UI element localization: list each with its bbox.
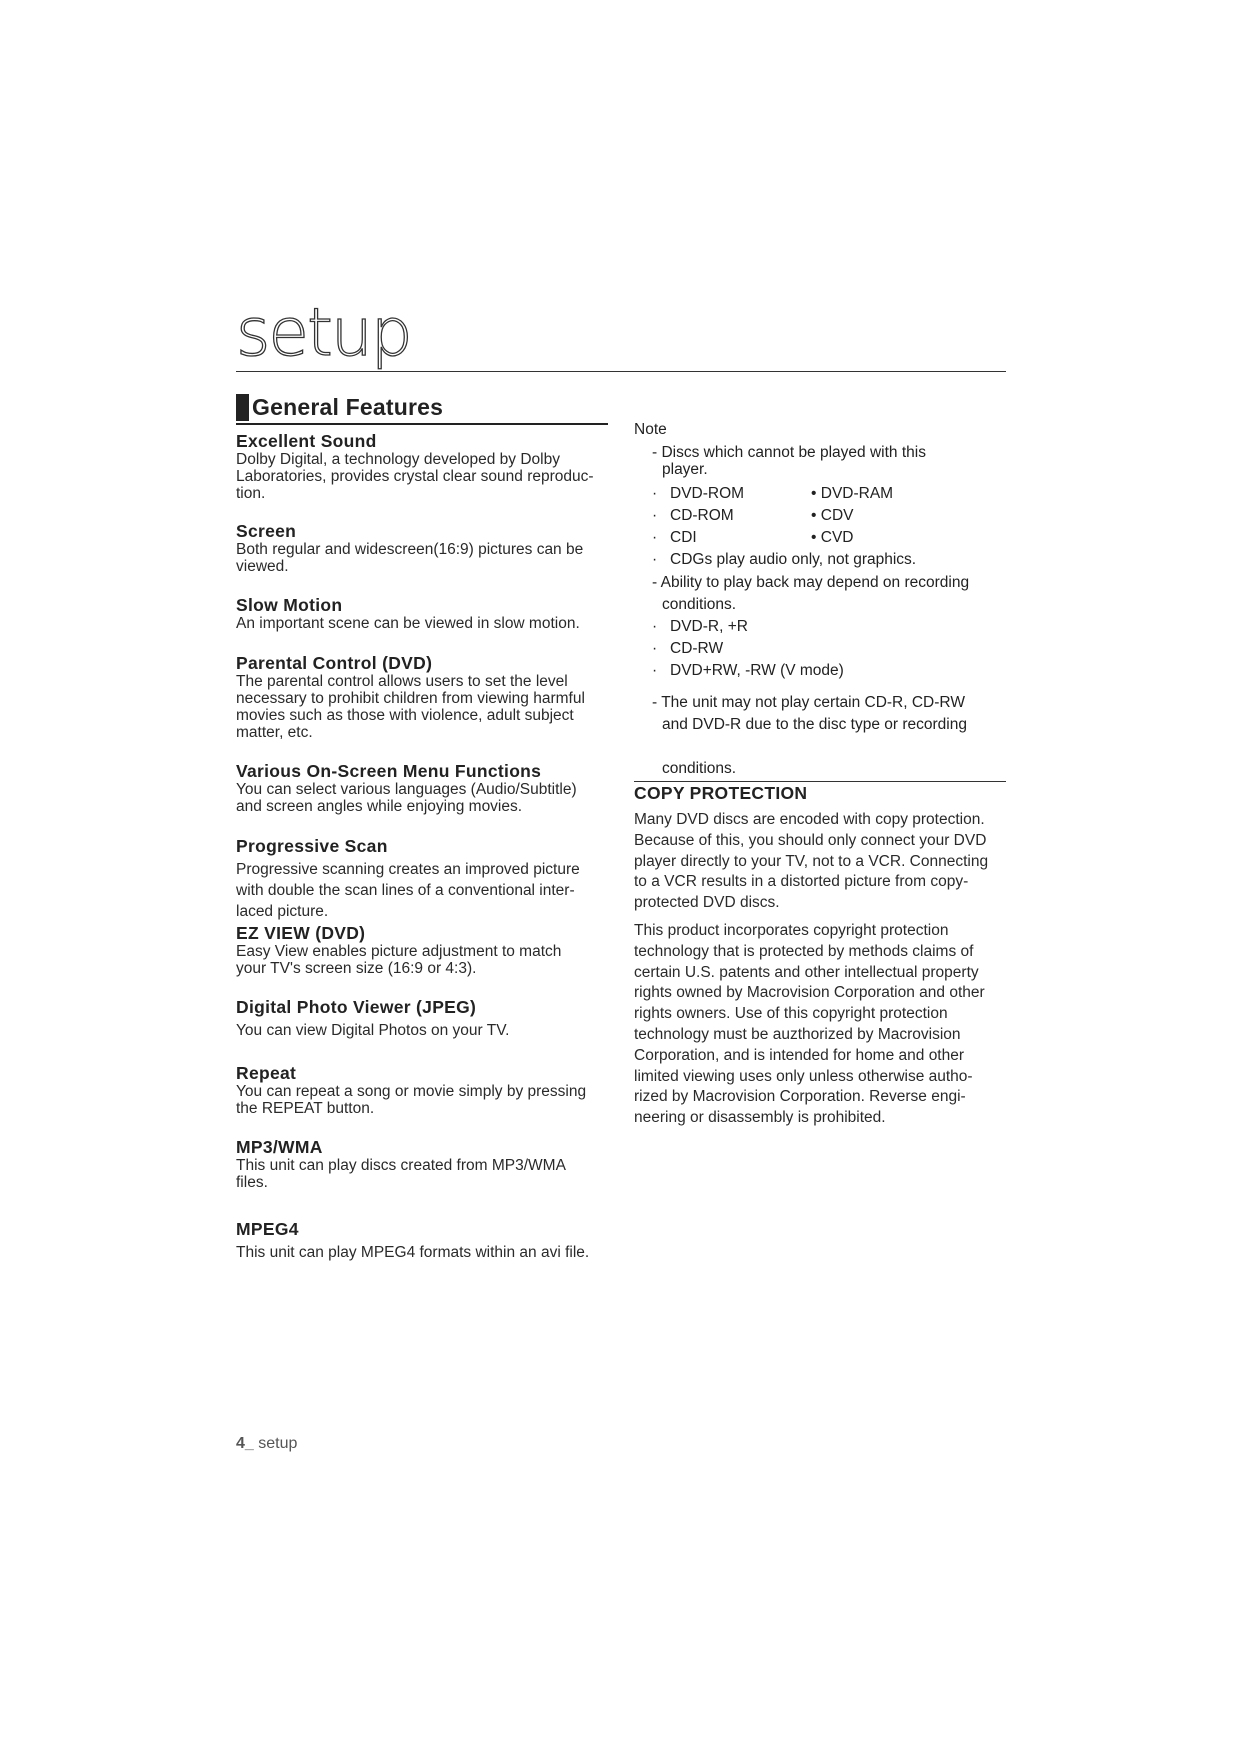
feature-title: Excellent Sound [236, 431, 377, 451]
feature-desc: This unit can play MPEG4 formats within an avi file. [236, 1244, 590, 1261]
feature-title: MPEG4 [236, 1219, 299, 1239]
feature-parental-control [236, 653, 608, 741]
feature-title: EZ VIEW (DVD) [236, 923, 366, 943]
note-unplayable-intro: - Discs which cannot be played with this player. [652, 444, 926, 478]
feature-title: Slow Motion [236, 595, 343, 615]
page-number: 4 [236, 1435, 245, 1452]
recordable-list [652, 616, 844, 682]
footer-section: setup [258, 1435, 298, 1452]
copy-protection-heading: COPY PROTECTION [634, 783, 808, 803]
title-rule [236, 371, 1006, 372]
feature-desc: Easy View enables picture adjustment to match your TV's screen size (16:9 or 4:3). [236, 943, 562, 977]
list-item: · CDI [652, 529, 697, 546]
feature-desc: The parental control allows users to set the level necessary to prohibit children from viewing harmful movies such as those with violence, adult subject matter, etc. [236, 673, 585, 741]
note-playback-ability: - Ability to play back may depend on recording conditions. [652, 574, 970, 613]
section-heading [236, 394, 608, 425]
page-footer [236, 1435, 297, 1453]
feature-desc: Progressive scanning creates an improved picture with double the scan lines of a conventional inter- laced picture. [236, 861, 580, 920]
feature-menu-functions [236, 761, 608, 815]
list-item: • CVD [811, 529, 854, 546]
note-disc-type: - The unit may not play certain CD-R, CD-RW and DVD-R due to the disc type or recording conditions. [652, 694, 967, 777]
feature-mp3-wma [236, 1137, 608, 1191]
section-heading-text: General Features [252, 394, 444, 420]
feature-title: Various On-Screen Menu Functions [236, 761, 542, 781]
feature-progressive-scan [236, 836, 608, 922]
feature-ez-view [236, 923, 608, 977]
footer-separator: _ [244, 1435, 254, 1452]
feature-desc: Dolby Digital, a technology developed by Dolby Laboratories, provides crystal clear sound reproduc- tion. [236, 451, 594, 502]
list-item: • CDV [811, 507, 854, 524]
feature-excellent-sound [236, 431, 608, 502]
feature-desc: You can select various languages (Audio/Subtitle) and screen angles while enjoying movies. [236, 781, 577, 815]
feature-slow-motion [236, 595, 608, 632]
feature-desc: You can view Digital Photos on your TV. [236, 1022, 510, 1039]
note-label: Note [634, 421, 667, 438]
list-item: · CD-RW [652, 640, 724, 657]
feature-title: Digital Photo Viewer (JPEG) [236, 997, 477, 1017]
heading-bar [236, 394, 249, 421]
list-item: • DVD-RAM [811, 485, 894, 502]
list-item: · CDGs play audio only, not graphics. [652, 551, 917, 568]
feature-title: MP3/WMA [236, 1137, 323, 1157]
page-title: setup [236, 294, 411, 371]
list-item: · DVD+RW, -RW (V mode) [652, 662, 844, 679]
feature-photo-viewer [236, 997, 608, 1041]
feature-title: Parental Control (DVD) [236, 653, 433, 673]
list-item: · CD-ROM [652, 507, 734, 524]
unplayable-list-right [811, 483, 893, 549]
list-item: · DVD-ROM [652, 485, 745, 502]
feature-title: Repeat [236, 1063, 297, 1083]
feature-desc: Both regular and widescreen(16:9) pictures can be viewed. [236, 541, 584, 575]
feature-repeat [236, 1063, 608, 1117]
feature-screen [236, 521, 608, 575]
feature-mpeg4 [236, 1219, 608, 1263]
feature-desc: This unit can play discs created from MP3/WMA files. [236, 1157, 566, 1191]
feature-desc: You can repeat a song or movie simply by pressing the REPEAT button. [236, 1083, 587, 1117]
copy-protection-para-2: This product incorporates copyright protection technology that is protected by methods claims of certain U.S. patents and other intellectual property rights owned by Macrovision Corporation and other rights owners. Use of this copyright protection technology must be auzthorized by Macrovision Corporation, and is intended for home and other limited viewing uses only unless otherwise autho- rized by Macrovision Corporation. Reverse engi- neering or disassembly is prohibited. [634, 922, 985, 1127]
copy-protection-para-1: Many DVD discs are encoded with copy protection. Because of this, you should only connect your DVD player directly to your TV, not to a VCR. Connecting to a VCR results in a distorted picture from copy- protected DVD discs. [634, 811, 989, 912]
feature-title: Screen [236, 521, 297, 541]
feature-title: Progressive Scan [236, 836, 388, 856]
copy-protection-rule [634, 781, 1006, 782]
list-item: · DVD-R, +R [652, 618, 748, 635]
feature-desc: An important scene can be viewed in slow motion. [236, 615, 580, 632]
